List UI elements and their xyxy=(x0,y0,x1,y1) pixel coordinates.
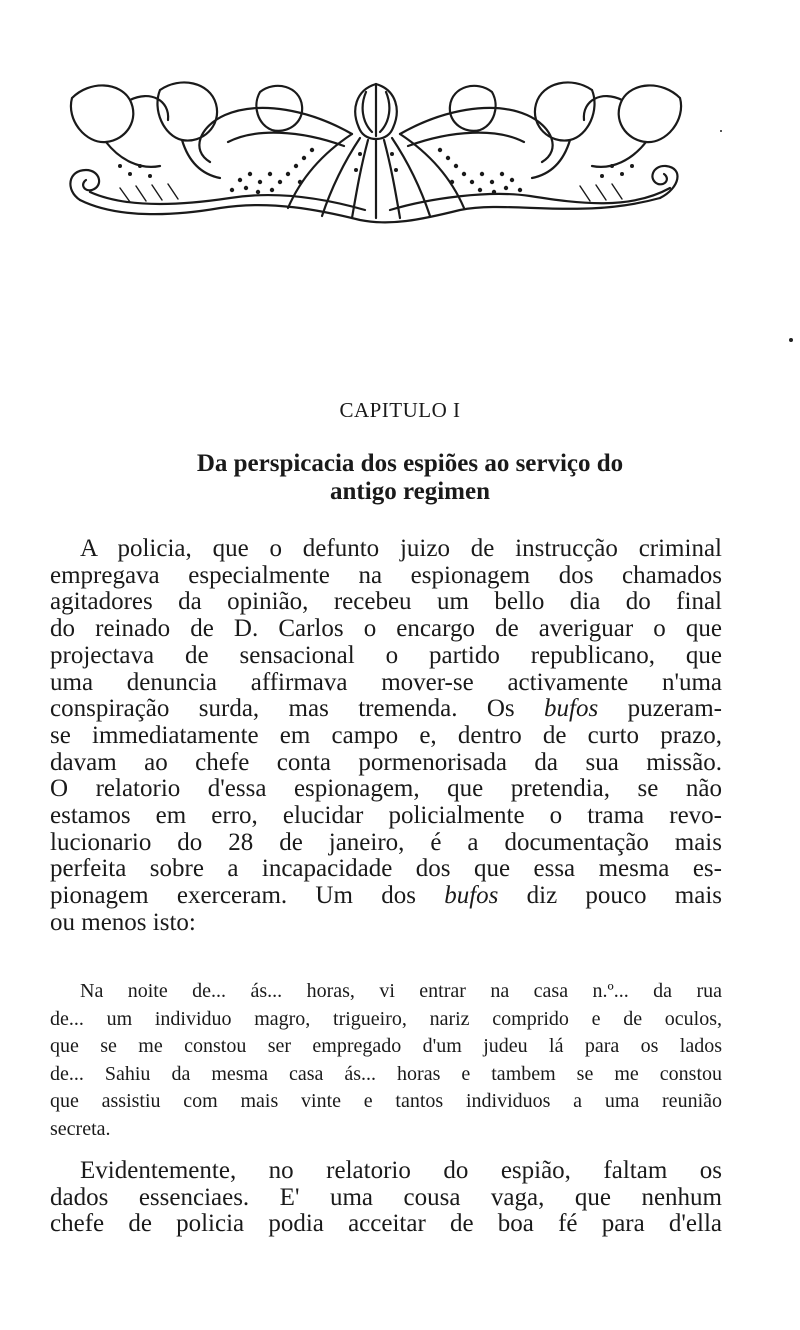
text-line: estamos em erro, elucidar policialmente o trama revo- xyxy=(50,802,722,830)
text-line: davam ao chefe conta pormenorisada da sua missão. xyxy=(50,748,722,776)
quote-line: de... Sahiu da mesma casa ás... horas e tambem se me constou xyxy=(50,1062,722,1085)
quote-line: Na noite de... ás... horas, vi entrar na casa n.º... da rua xyxy=(80,980,722,1002)
text-line: chefe de policia podia acceitar de boa fé para d'ella xyxy=(50,1210,722,1238)
quoted-report xyxy=(50,978,722,1144)
text-line: dados essenciaes. E' uma cousa vaga, que nenhum xyxy=(50,1183,722,1211)
text-line: A policia, que o defunto juizo de instrucção criminal xyxy=(80,535,722,562)
floral-ornament-header xyxy=(60,70,692,230)
text-line: pionagem exerceram. Um dos bufos diz pouco mais xyxy=(50,882,723,910)
italic-term: bufos xyxy=(444,882,499,910)
text-line: uma denuncia affirmava mover-se activamente n'uma xyxy=(50,668,722,696)
italic-term: bufos xyxy=(544,695,599,723)
chapter-label: CAPITULO I xyxy=(339,398,461,422)
chapter-title-line: antigo regimen xyxy=(330,478,490,505)
text-line: projectava de sensacional o partido republicano, que xyxy=(50,641,722,669)
text-line: Evidentemente, no relatorio do espião, faltam os xyxy=(80,1157,722,1184)
text-line: conspiração surda, mas tremenda. Os bufos puzeram- xyxy=(50,695,722,723)
body-paragraph-2 xyxy=(50,1158,722,1238)
text-line: se immediatamente em campo e, dentro de curto prazo, xyxy=(50,721,722,749)
quote-line: de... um individuo magro, trigueiro, nariz comprido e de oculos, xyxy=(50,1007,722,1030)
quote-line: que se me constou ser empregado d'um judeu lá para os lados xyxy=(50,1035,722,1058)
text-line: perfeita sobre a incapacidade dos que essa mesma es- xyxy=(50,855,722,883)
chapter-title xyxy=(90,450,730,506)
text-line: do reinado de D. Carlos o encargo de averiguar o que xyxy=(50,615,722,643)
text-line: agitadores da opinião, recebeu um bello dia do final xyxy=(50,588,722,616)
text-line: empregava especialmente na espionagem dos chamados xyxy=(50,561,722,589)
chapter-title-line: Da perspicacia dos espiões ao serviço do xyxy=(196,450,624,477)
scan-speck xyxy=(720,130,722,132)
text-line: ou menos isto: xyxy=(50,908,196,936)
text-line: O relatorio d'essa espionagem, que pretendia, se não xyxy=(50,775,722,803)
scan-speck xyxy=(789,338,793,342)
quote-line: secreta. xyxy=(50,1117,111,1140)
text-line: lucionario do 28 de janeiro, é a documentação mais xyxy=(50,828,722,856)
body-paragraph-1 xyxy=(50,536,722,937)
quote-line: que assistiu com mais vinte e tantos individuos a uma reunião xyxy=(50,1090,722,1113)
